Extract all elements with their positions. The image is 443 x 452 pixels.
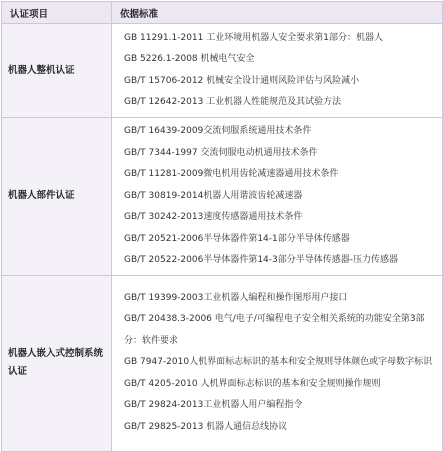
standard-item: GB/T 4205-2010 人机界面标志标识的基本和安全规则操作规则 bbox=[124, 378, 381, 389]
standard-item: GB 7947-2010人机界面标志标识的基本和安全规则导体颜色或字母数字标识 bbox=[124, 357, 433, 368]
category-complete-robot: 机器人整机认证 bbox=[2, 24, 112, 118]
standard-item: GB/T 7344-1997 交流伺服电动机通用技术条件 bbox=[124, 147, 318, 158]
standards-list bbox=[112, 24, 443, 118]
standard-item: GB/T 11281-2009微电机用齿轮减速器通用技术条件 bbox=[124, 169, 339, 179]
standard-item: GB/T 30819-2014机器人用谐波齿轮减速器 bbox=[124, 190, 303, 201]
table-row bbox=[2, 118, 443, 276]
standard-item: GB 5226.1-2008 机械电气安全 bbox=[124, 54, 255, 64]
certification-table bbox=[1, 1, 443, 452]
table-row bbox=[2, 24, 443, 118]
standards-list bbox=[112, 275, 443, 451]
header-standards: 依据标准 bbox=[112, 2, 443, 24]
category-embedded-control: 机器人嵌入式控制系统认证 bbox=[2, 275, 112, 451]
header-cert-item: 认证项目 bbox=[2, 2, 112, 24]
standard-item: GB/T 30242-2013速度传感器通用技术条件 bbox=[124, 212, 303, 222]
table-header-row bbox=[2, 2, 443, 24]
standard-item: GB/T 29825-2013 机器人通信总线协议 bbox=[124, 421, 288, 432]
standards-list bbox=[112, 118, 443, 276]
category-robot-parts: 机器人部件认证 bbox=[2, 118, 112, 276]
table-row bbox=[2, 275, 443, 451]
standard-item: GB/T 15706-2012 机械安全设计通则风险评估与风险减小 bbox=[124, 75, 360, 86]
standard-item: GB/T 20521-2006半导体器件第14-1部分半导体传感器 bbox=[124, 233, 350, 244]
standard-item: GB 11291.1-2011 工业环境用机器人安全要求第1部分：机器人 bbox=[124, 32, 383, 43]
standard-item: GB/T 29824-2013工业机器人用户编程指令 bbox=[124, 400, 303, 411]
standard-item: GB/T 12642-2013 工业机器人性能规范及其试验方法 bbox=[124, 97, 342, 107]
standard-item: GB/T 16439-2009交流伺服系统通用技术条件 bbox=[124, 126, 312, 136]
standard-item: GB/T 19399-2003工业机器人编程和操作图形用户接口 bbox=[124, 292, 348, 303]
standard-item: GB/T 20522-2006半导体器件第14-3部分半导体传感器-压力传感器 bbox=[124, 255, 398, 265]
standard-item: GB/T 20438.3-2006 电气/电子/可编程电子安全相关系统的功能安全第3部分：软件要求 bbox=[124, 314, 425, 346]
